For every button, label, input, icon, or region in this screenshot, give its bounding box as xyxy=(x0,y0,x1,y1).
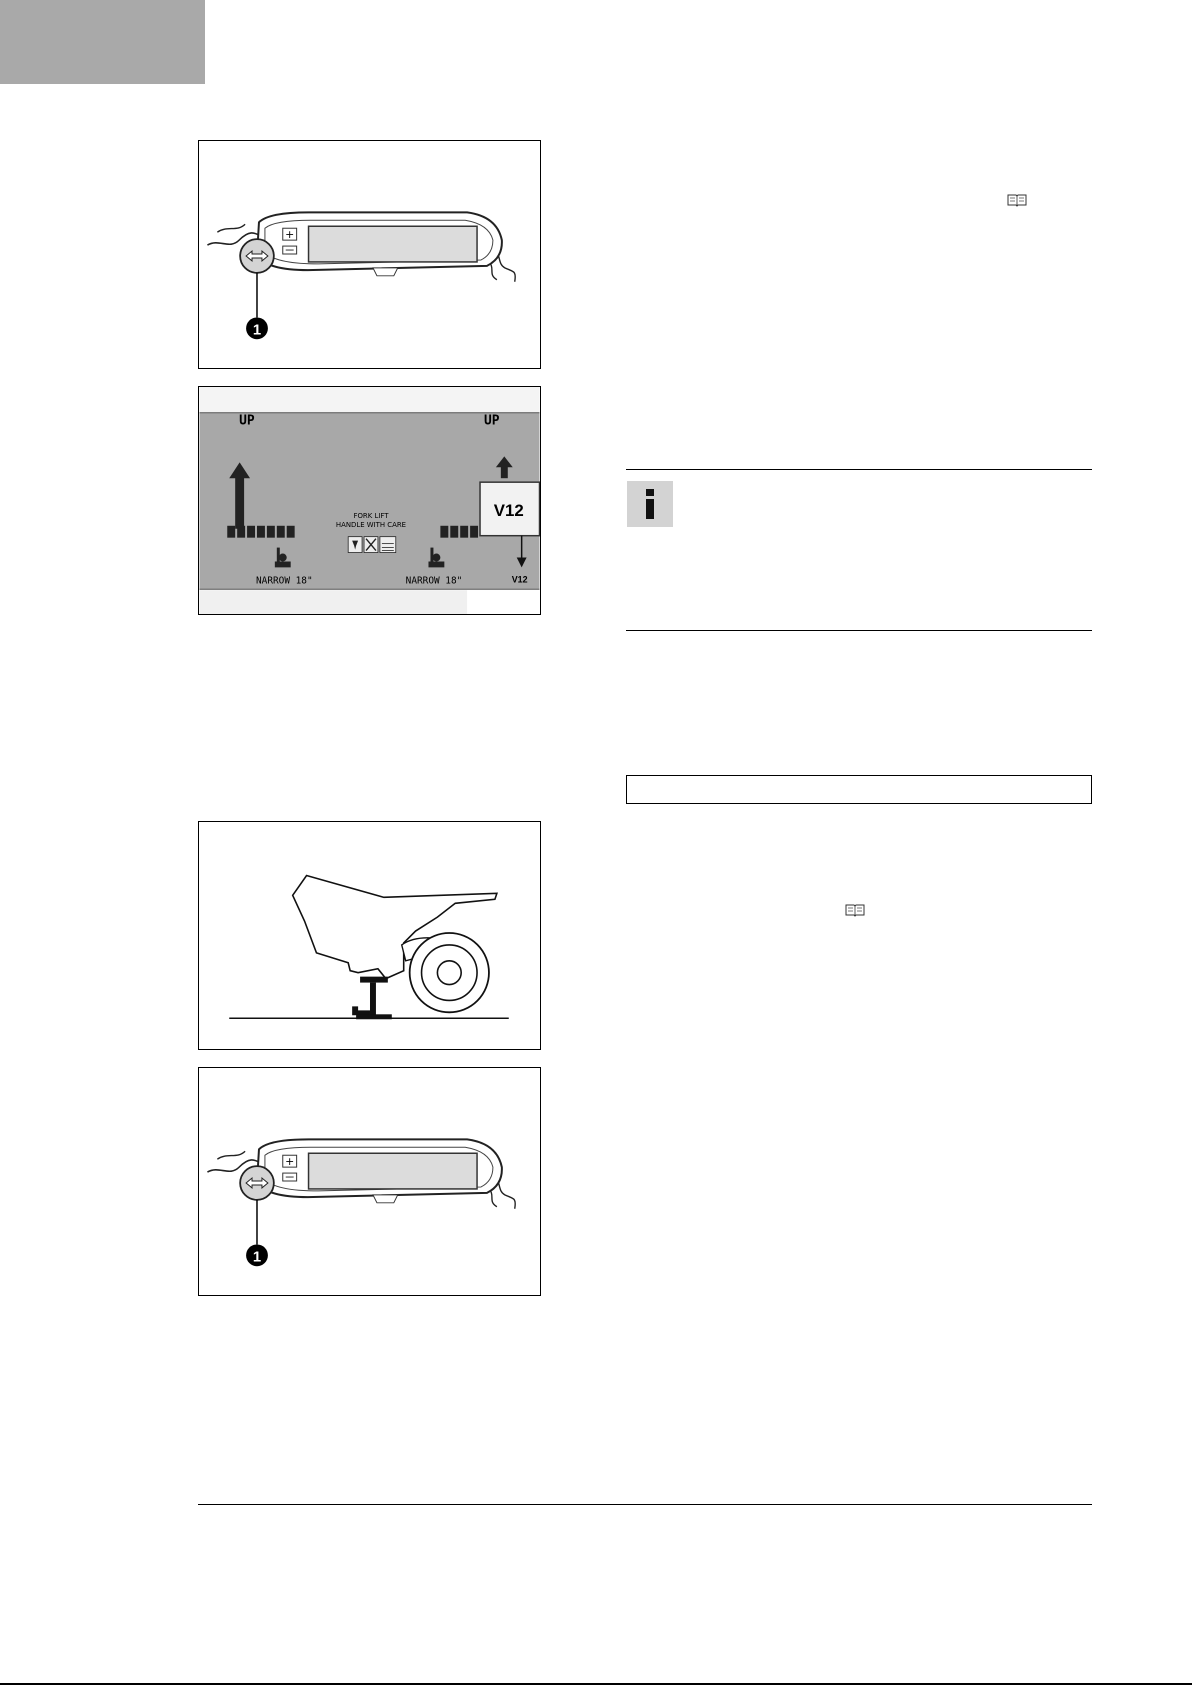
no-hook-icon xyxy=(364,537,378,553)
footer-rule xyxy=(198,1504,1092,1505)
size-label-left: NARROW 18" xyxy=(256,575,313,587)
dashboard-illustration xyxy=(199,1068,540,1295)
figure-dashboard-top xyxy=(198,140,541,369)
label-left-up: UP xyxy=(239,413,255,429)
motorcycle-stand-illustration xyxy=(199,822,540,1049)
chapter-tab xyxy=(0,0,205,84)
svg-text:+: + xyxy=(285,228,295,242)
stripe-bar-left xyxy=(227,526,294,538)
note-top-rule xyxy=(626,469,1092,470)
note-bottom-rule xyxy=(626,630,1092,631)
fragile-icon xyxy=(348,537,362,553)
callout-number: 1 xyxy=(252,322,262,339)
stack-limit-icon xyxy=(380,537,396,553)
callout-number: 1 xyxy=(252,1249,262,1266)
book-icon xyxy=(1007,193,1027,207)
variant-code-small: V12 xyxy=(511,574,528,585)
label-card-illustration xyxy=(199,387,540,614)
figure-dashboard-bottom xyxy=(198,1067,541,1296)
variant-code-box: V12 xyxy=(493,500,524,520)
size-label-right: NARROW 18" xyxy=(405,575,463,587)
info-icon xyxy=(627,481,673,527)
svg-text:+: + xyxy=(285,1155,295,1169)
boxed-heading-frame xyxy=(626,775,1092,804)
figure-motorcycle-stand xyxy=(198,821,541,1050)
figure-label-card xyxy=(198,386,541,615)
dashboard-illustration xyxy=(199,141,540,368)
label-right-up: UP xyxy=(483,413,500,429)
book-icon xyxy=(845,903,865,917)
handling-line1: FORK LIFT xyxy=(353,511,389,520)
handling-line2: HANDLE WITH CARE xyxy=(335,520,407,529)
